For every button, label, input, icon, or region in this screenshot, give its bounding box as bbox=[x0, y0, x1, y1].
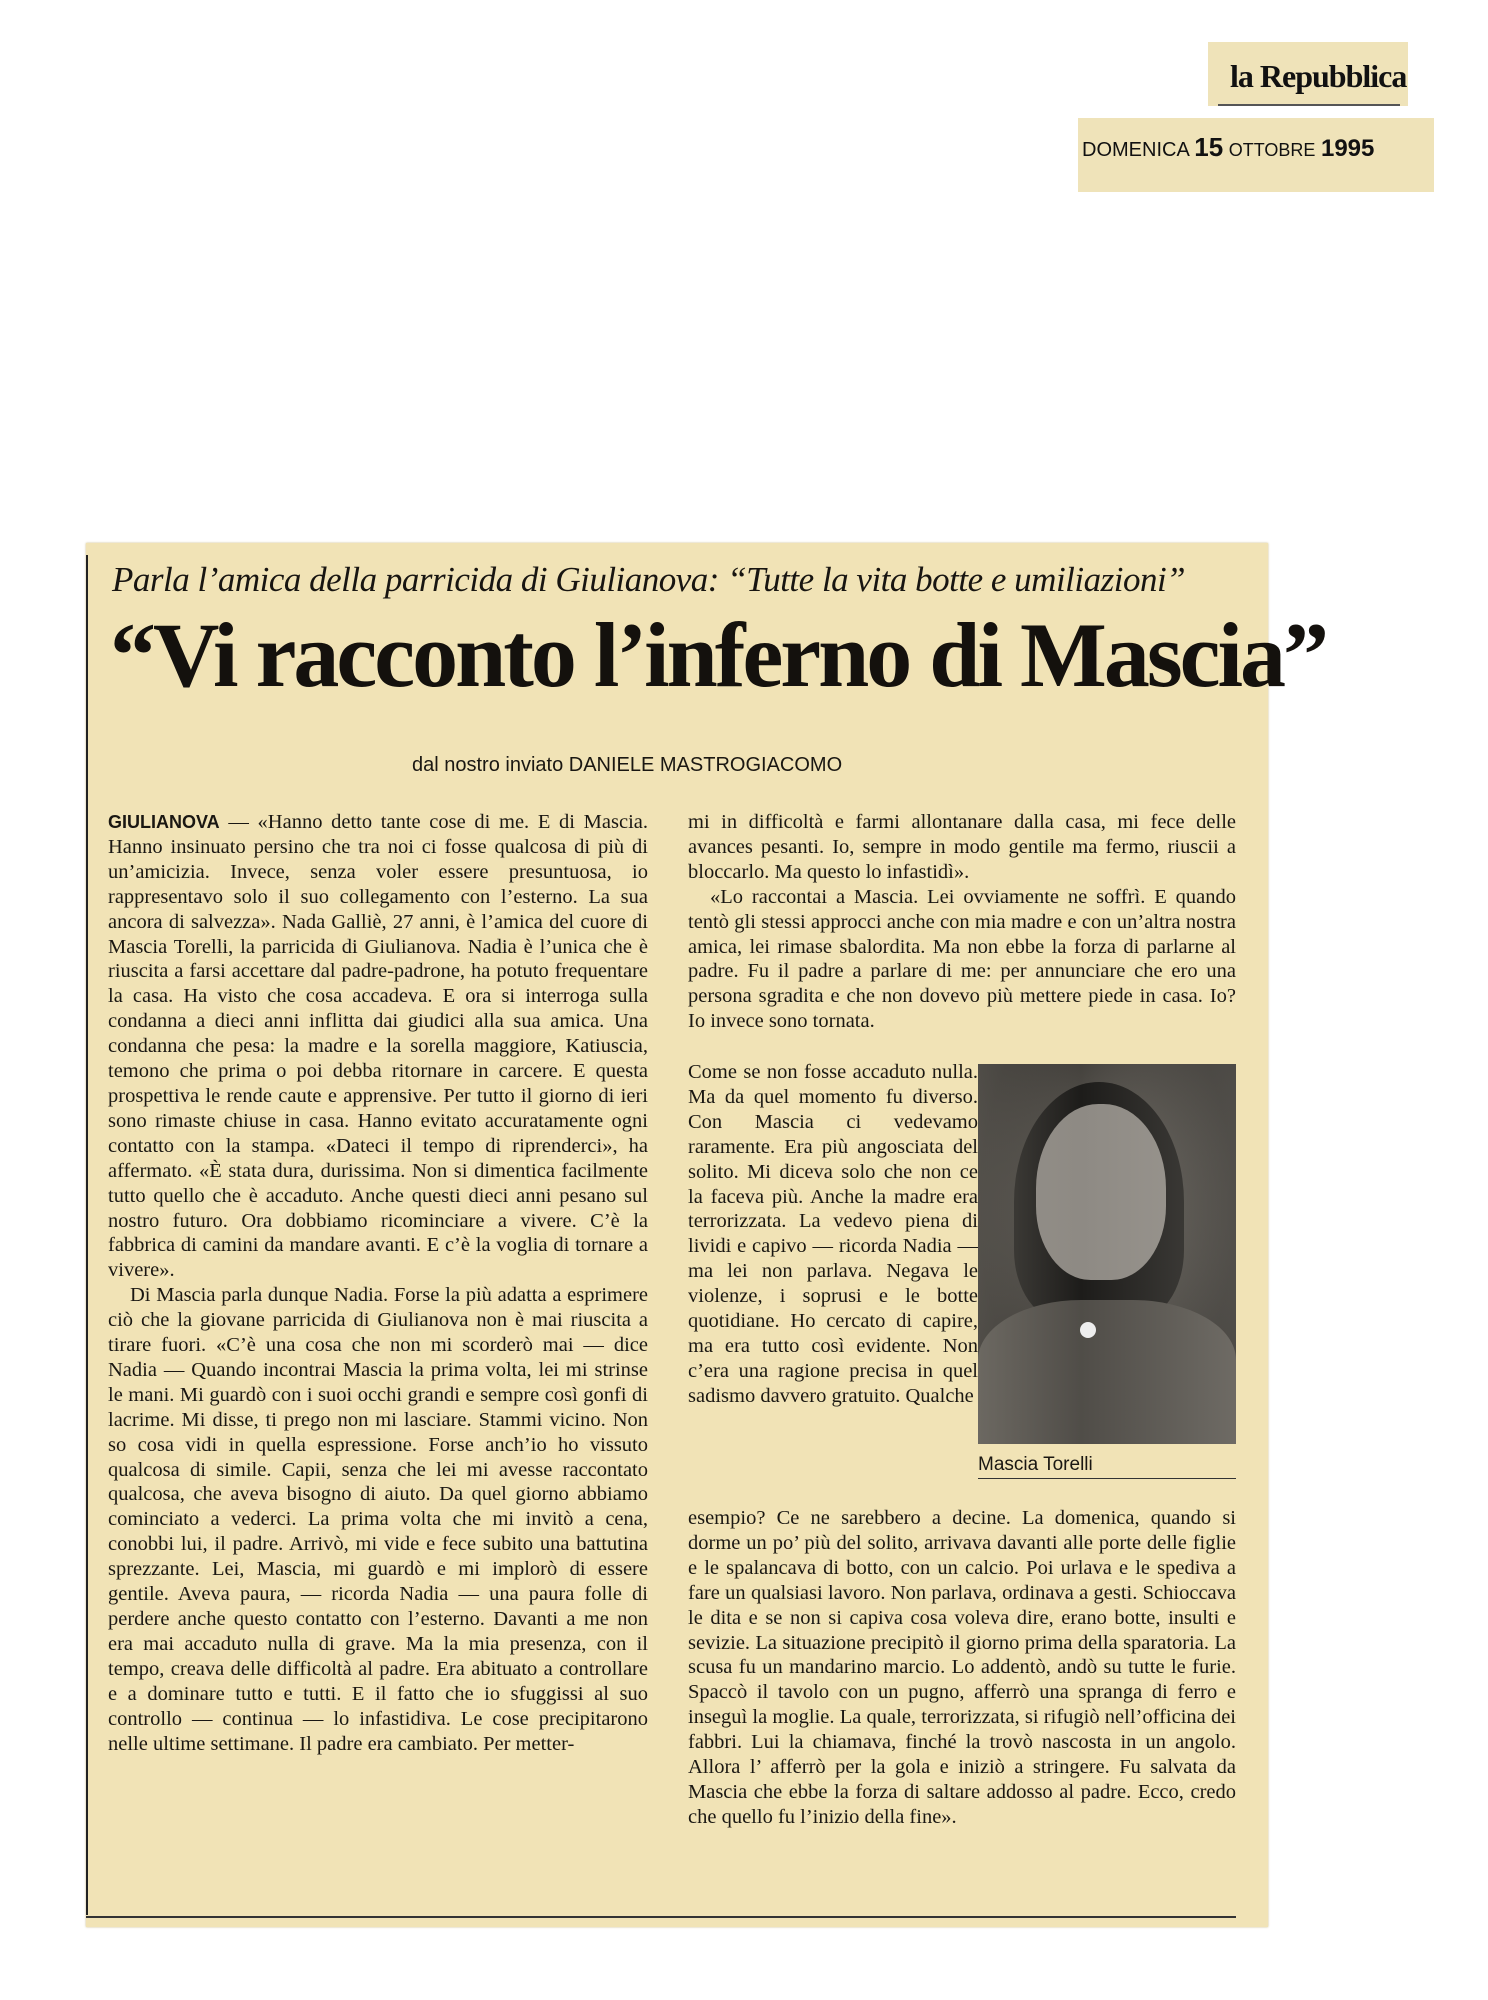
paragraph: Di Mascia parla dunque Nadia. Forse la più adatta a esprimere ciò che la giovane parricida di Giulianova non è mai riuscita a tirare fuori. «C’è una cosa che non mi scorderò mai — dice Nadia — Quando incontrai Mascia la prima volta, lei mi strinse le mani. Mi guardò con i suoi occhi grandi e sempre così gonfi di lacrime. Mi disse, ti prego non mi lasciare. Stammi vicino. Non so cosa vidi in quella espressione. Forse anch’io ho vissuto qualcosa di simile. Capii, senza che lei mi avesse raccontato qualcosa, che aveva bisogno di aiuto. Da quel giorno abbiamo cominciato a vederci. La prima volta che mi invitò a cena, conobbi lui, il padre. Arrivò, mi vide e fece subito una battutina sprezzante. Lei, Mascia, mi guardò e mi implorò di essere gentile. Aveva paura, — ricorda Nadia — una paura folle di perdere anche questo contatto con l’esterno. Davanti a me non era mai accaduto nulla di grave. Ma la mia presenza, con il tempo, creava delle difficoltà al padre. Era abituato a controllare e a dominare tutto e tutti. E il fatto che io sfuggissi al suo controllo — continua — lo infastidiva. Le cose precipitarono nelle ultime settimane. Il padre era cambiato. Per metter- bbox=[108, 1284, 648, 1755]
issue-date bbox=[1082, 132, 1432, 163]
column-rule-left bbox=[86, 555, 88, 1915]
portrait-photo bbox=[978, 1064, 1236, 1444]
photo-light bbox=[978, 1064, 1236, 1444]
article-column-2-bottom bbox=[688, 1506, 1236, 1830]
date-day: 15 bbox=[1194, 132, 1224, 162]
date-weekday: DOMENICA bbox=[1082, 139, 1189, 161]
photo-caption: Mascia Torelli bbox=[978, 1454, 1093, 1475]
paragraph: esempio? Ce ne sarebbero a decine. La domenica, quando si dorme un po’ più del solito, arrivava davanti alle porte delle figlie e le spalancava di botto, con un calcio. Poi urlava e le spediva a fare un qualsiasi lavoro. Non parlava, ordinava a gesti. Schioccava le dita e se non si capiva cosa voleva dire, erano botte, insulti e sevizie. La situazione precipitò il giorno prima della sparatoria. La scusa fu un mandarino marcio. Lo addentò, andò su tutte le furie. Spaccò il tavolo con un pugno, afferrò una spranga di ferro e inseguì la moglie. La quale, terrorizzata, si rifugiò nell’officina dei fabbri. Lui la chiamava, finché la trovò nascosta in un angolo. Allora l’ afferrò per la gola e iniziò a stringere. Fu salvata da Mascia che ebbe la forza di saltare addosso al padre. Ecco, credo che quello fu l’inizio della fine». bbox=[688, 1507, 1236, 1828]
paragraph: «Lo raccontai a Mascia. Lei ovviamente ne soffrì. E quando tentò gli stessi approcci anche con mia madre e con un’altra nostra amica, lei rimase sbalordita. Ma non ebbe la forza di parlarne al padre. Fu il padre a parlare di me: per annunciare che ero una persona sgradita e che non dovevo più mettere piede in casa. Io? Io invece sono tornata. bbox=[688, 885, 1236, 1033]
paragraph bbox=[108, 810, 648, 1283]
date-month: OTTOBRE bbox=[1228, 140, 1316, 160]
newspaper-name: la Repubblica bbox=[1230, 58, 1407, 94]
article-column-2-beside-photo bbox=[688, 1060, 978, 1409]
caption-rule bbox=[978, 1478, 1236, 1479]
article-column-2-top bbox=[688, 810, 1236, 1034]
paragraph: mi in difficoltà e farmi allontanare dalla casa, mi fece delle avances pesanti. Io, sempre in modo gentile ma fermo, riuscii a bloccarlo. Ma questo lo infastidì». bbox=[688, 811, 1236, 883]
paragraph: Come se non fosse accaduto nulla. Ma da quel momento fu diverso. Con Mascia ci vedevamo raramente. Era più angosciata del solito. Mi diceva solo che non ce la faceva più. Anche la madre era terrorizzata. La vedevo piena di lividi e capivo — ricorda Nadia — ma lei non parlava. Negava le violenze, i soprusi e le botte quotidiane. Ho cercato di capire, ma era tutto così evidente. Non c’era una ragione precisa in quel sadismo davvero gratuito. Qualche bbox=[688, 1061, 978, 1407]
date-year: 1995 bbox=[1320, 135, 1375, 162]
article-dateline: GIULIANOVA bbox=[108, 812, 220, 832]
article-bottom-rule bbox=[86, 1916, 1236, 1918]
article-headline: “Vi racconto l’inferno di Mascia” bbox=[110, 604, 1327, 706]
article-column-1 bbox=[108, 810, 648, 1756]
article-kicker: Parla l’amica della parricida di Giulianova: “Tutte la vita botte e umiliazioni” bbox=[112, 560, 1186, 599]
paragraph-text: — «Hanno detto tante cose di me. E di Mascia. Hanno insinuato persino che tra noi ci fosse qualcosa di più di un’amicizia. Invece, senza voler essere presuntuosa, io rappresentavo solo il suo collegamento con l’esterno. La sua ancora di salvezza». Nada Galliè, 27 anni, è l’amica del cuore di Mascia Torelli, la parricida di Giulianova. Nadia è l’unica che è riuscita a farsi accettare dal padre-padrone, ha potuto frequentare la casa. Ha visto che cosa accadeva. E ora si interroga sulla condanna a dieci anni inflitta dai giudici alla sua amica. Una condanna che pesa: la madre e la sorella maggiore, Katiuscia, temono che prima o poi debba ritornare in carcere. E questa prospettiva le rende caute e apprensive. Per tutto il giorno di ieri sono rimaste chiuse in casa. Hanno evitato accuratamente ogni contatto con la stampa. «Dateci il tempo di riprenderci», ha affermato. «È stata dura, durissima. Non si dimentica facilmente tutto quello che è accaduto. Anche questi dieci anni pesano sul nostro futuro. Ora dobbiamo ricominciare a vivere. C’è la fabbrica di camini da mandare avanti. E c’è la voglia di tornare a vivere». bbox=[108, 811, 648, 1282]
article-byline: dal nostro inviato DANIELE MASTROGIACOMO bbox=[412, 754, 843, 776]
masthead-rule bbox=[1218, 104, 1400, 106]
